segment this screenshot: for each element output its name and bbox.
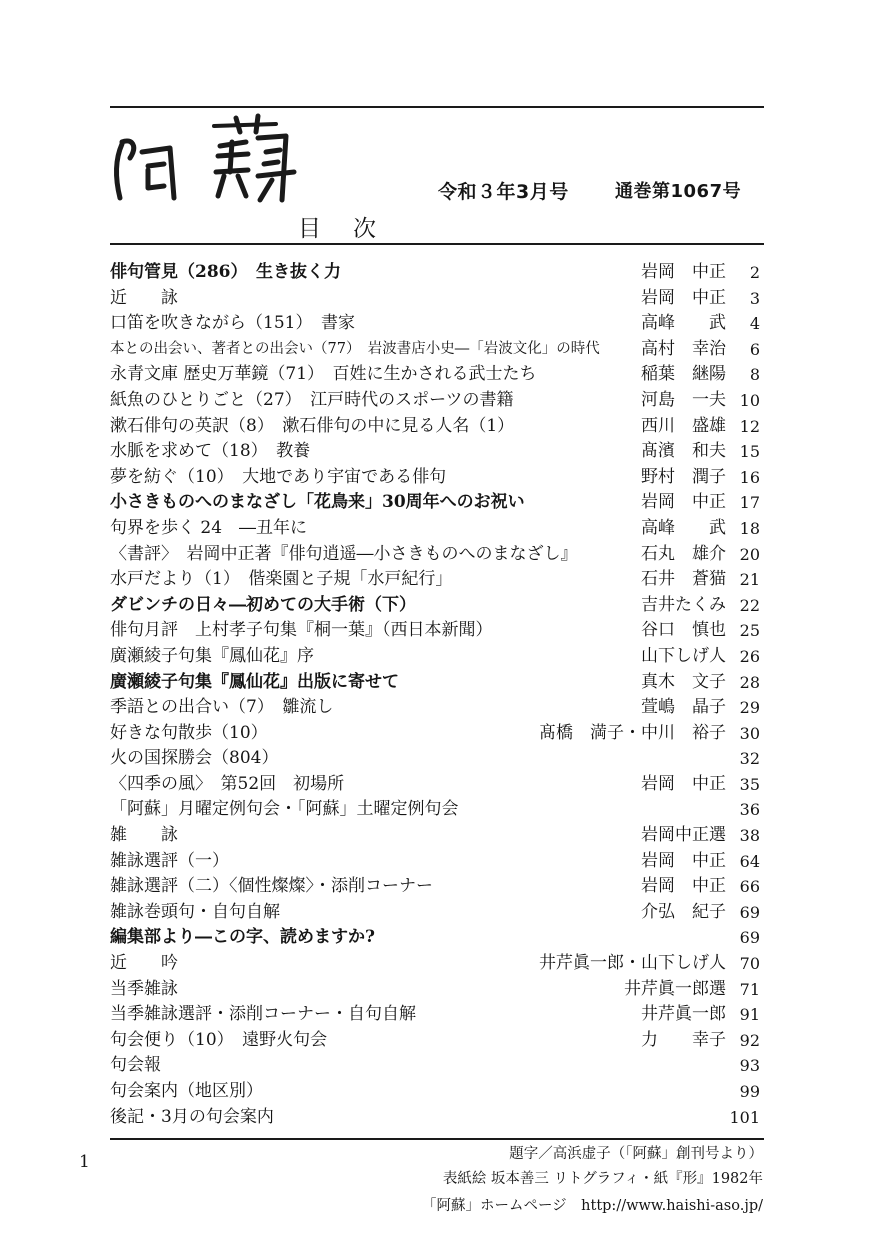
toc-title: 俳句月評 上村孝子句集『桐一葉』（西日本新聞）: [110, 620, 493, 641]
toc-author: 井芹眞一郎選: [624, 978, 726, 999]
toc-list: [110, 260, 766, 1130]
toc-title: 紙魚のひとりごと（27） 江戸時代のスポーツの書籍: [110, 389, 514, 410]
toc-title: 当季雑詠: [110, 978, 178, 999]
toc-row[interactable]: [110, 900, 766, 926]
toc-author: 井芹眞一郎: [641, 1004, 726, 1025]
toc-row[interactable]: [110, 1002, 766, 1028]
toc-row[interactable]: [110, 951, 766, 977]
toc-page: 3: [749, 288, 760, 308]
toc-author: 高峰 武: [641, 517, 726, 538]
toc-title: ダビンチの日々―初めての大手術（下）: [110, 594, 416, 615]
toc-title: 雑詠選評（一）: [110, 850, 229, 871]
toc-page: 99: [739, 1082, 760, 1101]
toc-title: 小さきものへのまなざし「花鳥来」30周年へのお祝い: [110, 492, 525, 513]
header-rule: [110, 243, 764, 245]
toc-page: 6: [749, 339, 760, 359]
top-rule: [110, 106, 764, 108]
toc-author: 岩岡 中正: [641, 262, 726, 282]
toc-author: 真木 文子: [641, 671, 726, 692]
toc-row[interactable]: [110, 414, 766, 440]
toc-title: 本との出会い、著者との出会い（77） 岩波書店小史―「岩波文化」の時代: [110, 340, 600, 357]
toc-row[interactable]: [110, 516, 766, 542]
toc-page: 71: [739, 979, 760, 999]
toc-title: 〈四季の風〉 第52回 初場所: [110, 773, 345, 794]
toc-page: 92: [739, 1030, 760, 1050]
toc-title: 好きな句散歩（10）: [110, 722, 268, 743]
toc-page: 12: [739, 416, 760, 436]
toc-row[interactable]: [110, 439, 766, 465]
toc-row[interactable]: [110, 286, 766, 312]
toc-author: 石丸 雄介: [641, 543, 726, 564]
calligraphy-credit: 題字／高浜虚子（「阿蘇」創刊号より）: [509, 1146, 763, 1162]
toc-page: 101: [729, 1107, 760, 1127]
toc-row[interactable]: [110, 337, 766, 363]
toc-page: 16: [739, 467, 760, 487]
toc-author: 野村 潤子: [641, 466, 726, 487]
toc-author: 西川 盛雄: [641, 415, 726, 436]
toc-title: 当季雑詠選評・添削コーナー・自句自解: [110, 1004, 416, 1025]
toc-author: 谷口 慎也: [641, 620, 726, 641]
toc-author: 河島 一夫: [641, 389, 726, 410]
toc-title: 近 吟: [110, 953, 178, 974]
toc-author: 高村 幸治: [641, 338, 726, 359]
toc-title: 廣瀬綾子句集『鳳仙花』序: [110, 645, 314, 666]
toc-author: 高峰 武: [641, 313, 726, 334]
toc-row[interactable]: [110, 721, 766, 747]
toc-page: 38: [739, 826, 760, 846]
toc-page: 4: [749, 314, 760, 334]
toc-page: 36: [739, 800, 760, 820]
toc-page: 69: [739, 902, 760, 922]
toc-row[interactable]: [110, 823, 766, 849]
toc-row[interactable]: [110, 925, 766, 951]
toc-row[interactable]: [110, 260, 766, 286]
toc-row[interactable]: [110, 670, 766, 696]
toc-title: 雑詠選評（二）〈個性燦燦〉・添削コーナー: [110, 876, 433, 897]
toc-page: 21: [739, 570, 760, 590]
toc-page: 2: [749, 263, 760, 282]
toc-page: 25: [739, 621, 760, 641]
toc-row[interactable]: [110, 695, 766, 721]
toc-page: 22: [739, 595, 760, 615]
toc-row[interactable]: [110, 490, 766, 516]
toc-page: 91: [739, 1005, 760, 1025]
toc-page: 93: [739, 1056, 760, 1076]
toc-author: 吉井たくみ: [641, 594, 726, 615]
toc-row[interactable]: [110, 465, 766, 491]
toc-page: 29: [739, 698, 760, 718]
homepage-link[interactable]: 「阿蘇」ホームページ http://www.haishi-aso.jp/: [421, 1198, 763, 1214]
toc-author: 岩岡 中正: [641, 850, 726, 871]
toc-author: 岩岡 中正: [641, 876, 726, 897]
toc-page: 10: [739, 390, 760, 410]
toc-page: 20: [739, 544, 760, 564]
toc-row[interactable]: [110, 1079, 766, 1105]
page-number: 1: [79, 1152, 90, 1172]
toc-author: 岩岡 中正: [641, 773, 726, 794]
toc-author: 髙濱 和夫: [641, 441, 726, 462]
toc-title: 漱石俳句の英訳（8） 漱石俳句の中に見る人名（1）: [110, 415, 515, 436]
toc-author: 井芹眞一郎・山下しげ人: [539, 953, 726, 974]
toc-author: 介弘 紀子: [641, 901, 726, 922]
toc-row[interactable]: [110, 1105, 766, 1131]
toc-row[interactable]: [110, 567, 766, 593]
cover-credit: 表紙絵 坂本善三 リトグラフィ・紙『形』1982年: [442, 1171, 763, 1187]
toc-title: 後記・3月の句会案内: [110, 1106, 274, 1127]
toc-row[interactable]: [110, 618, 766, 644]
toc-title: 編集部より―この字、読めますか?: [110, 927, 375, 948]
toc-title: 水戸だより（1） 偕楽園と子規「水戸紀行」: [110, 569, 453, 590]
toc-page: 35: [739, 774, 760, 794]
toc-row[interactable]: [110, 849, 766, 875]
toc-title: 俳句管見（286） 生き抜く力: [110, 262, 341, 282]
toc-author: 山下しげ人: [641, 645, 726, 666]
toc-page: 15: [739, 442, 760, 462]
toc-author: 石井 蒼猫: [641, 569, 726, 590]
toc-row[interactable]: [110, 311, 766, 337]
toc-row[interactable]: [110, 797, 766, 823]
issue-date: 令和３年3月号: [438, 181, 569, 203]
toc-page: 28: [739, 672, 760, 692]
toc-title: 〈書評〉 岩岡中正著『俳句逍遥―小さきものへのまなざし』: [110, 543, 578, 564]
toc-row[interactable]: [110, 977, 766, 1003]
toc-row[interactable]: [110, 746, 766, 772]
toc-title: 火の国探勝会（804）: [110, 748, 279, 769]
toc-page: 26: [739, 646, 760, 666]
toc-title: 「阿蘇」月曜定例句会・「阿蘇」土曜定例句会: [110, 799, 459, 820]
toc-page: 64: [739, 851, 760, 871]
toc-title: 句会便り（10） 遠野火句会: [110, 1029, 328, 1050]
toc-author: 岩岡 中正: [641, 287, 726, 308]
aso-calligraphy-logo: [108, 112, 298, 208]
toc-page: 30: [739, 723, 760, 743]
toc-title: 近 詠: [110, 287, 178, 308]
toc-title: 句会案内（地区別）: [110, 1081, 263, 1101]
toc-title: 廣瀬綾子句集『鳳仙花』出版に寄せて: [110, 671, 399, 692]
toc-page: 66: [739, 877, 760, 897]
toc-row[interactable]: [110, 542, 766, 568]
toc-title: 夢を紡ぐ（10） 大地であり宇宙である俳句: [110, 466, 447, 487]
toc-row[interactable]: [110, 1028, 766, 1054]
footer-rule: [110, 1138, 764, 1140]
toc-author: 髙橋 満子・中川 裕子: [539, 722, 726, 743]
toc-row[interactable]: [110, 1053, 766, 1079]
toc-row[interactable]: [110, 593, 766, 619]
toc-row[interactable]: [110, 388, 766, 414]
toc-page: 69: [739, 928, 760, 948]
toc-title: 句界を歩く 24 ―丑年に: [110, 517, 308, 538]
toc-title: 永青文庫 歴史万華鏡（71） 百姓に生かされる武士たち: [110, 364, 537, 385]
toc-title: 雑 詠: [110, 825, 178, 846]
issue-volume: 通巻第1067号: [615, 181, 742, 202]
toc-title: 句会報: [110, 1055, 161, 1076]
toc-row[interactable]: [110, 874, 766, 900]
toc-row[interactable]: [110, 772, 766, 798]
toc-author: 萱嶋 晶子: [641, 697, 726, 718]
toc-author: 岩岡中正選: [641, 825, 726, 846]
toc-title: 季語との出合い（7） 雛流し: [110, 697, 334, 718]
toc-page: 8: [749, 365, 760, 385]
toc-page: 18: [739, 518, 760, 538]
toc-author: 稲葉 継陽: [641, 364, 726, 385]
toc-row[interactable]: [110, 644, 766, 670]
toc-author: 岩岡 中正: [641, 492, 726, 513]
toc-page: 32: [739, 749, 760, 769]
toc-title: 雑詠巻頭句・自句自解: [110, 901, 280, 922]
toc-page: 17: [739, 493, 760, 513]
toc-row[interactable]: [110, 362, 766, 388]
toc-heading: 目次: [298, 216, 408, 242]
toc-title: 水脈を求めて（18） 教養: [110, 441, 311, 462]
toc-title: 口笛を吹きながら（151） 書家: [110, 313, 355, 334]
toc-page: 70: [739, 954, 760, 974]
toc-author: 力 幸子: [641, 1029, 726, 1050]
